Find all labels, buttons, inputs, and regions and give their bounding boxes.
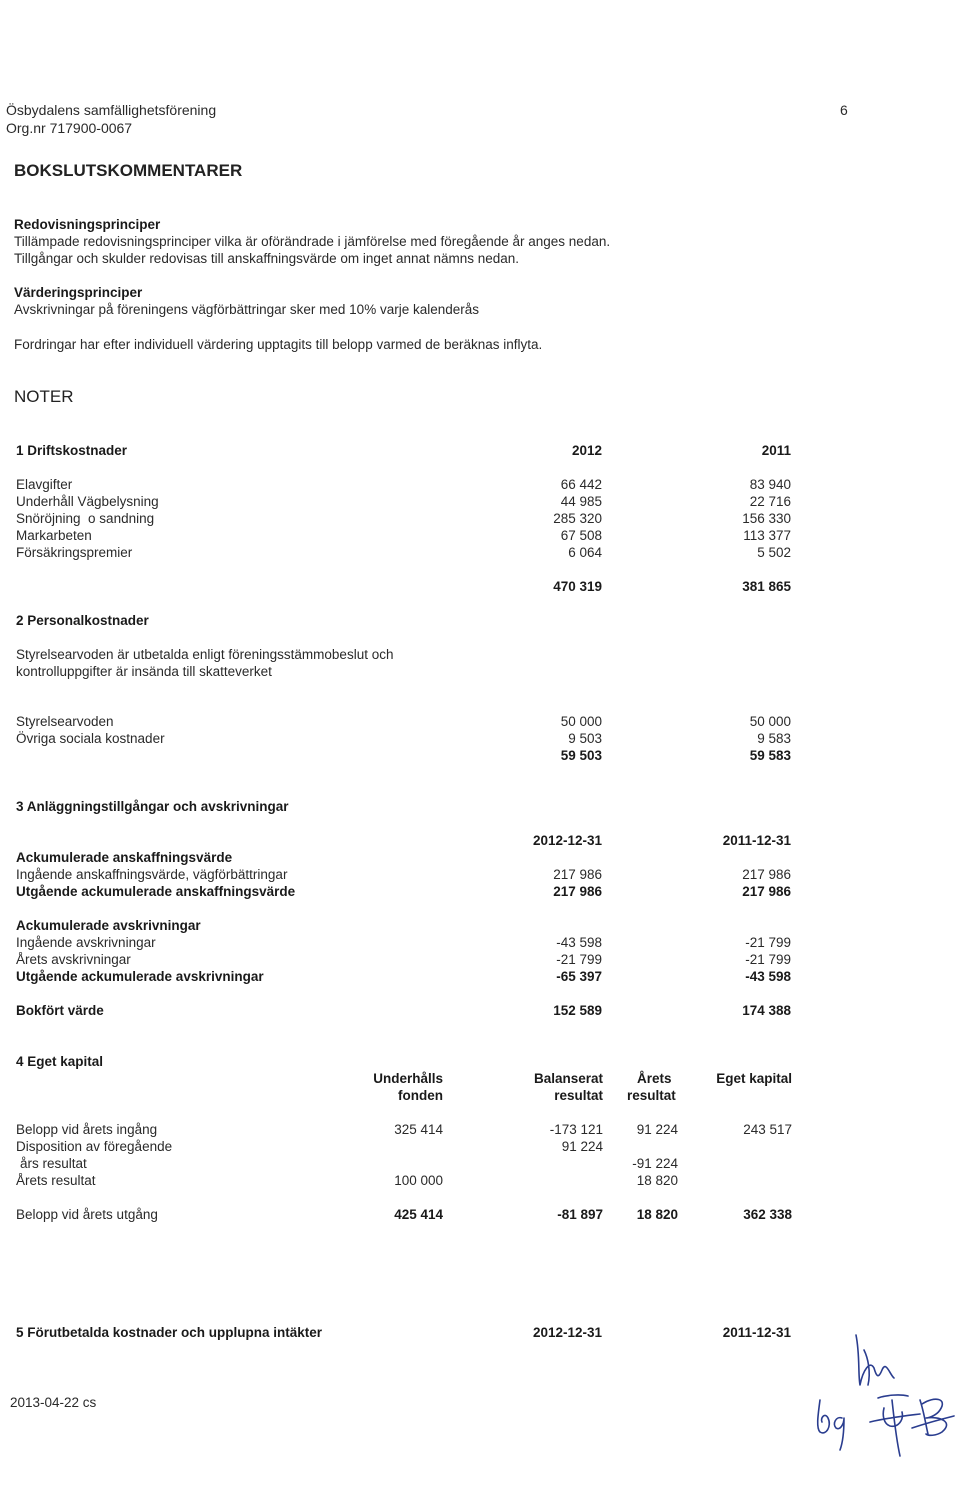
note4-col-balanserat-line1: Balanserat: [533, 1071, 603, 1086]
note3-ack-ansk-heading: Ackumulerade anskaffningsvärde: [16, 850, 233, 865]
note3-arets-avskr-2011: -21 799: [745, 952, 791, 967]
note1-total-2012: 470 319: [553, 579, 602, 594]
note1-row-label: Elavgifter: [16, 477, 73, 492]
note5-heading: 5 Förutbetalda kostnader och upplupna intäkter: [16, 1325, 323, 1340]
noter-title: NOTER: [14, 387, 74, 406]
note2-text1: Styrelsearvoden är utbetalda enligt föreningsstämmobeslut och: [16, 647, 394, 662]
footer-date-initials: 2013-04-22 cs: [10, 1395, 97, 1410]
redovisning-heading: Redovisningsprinciper: [14, 217, 161, 232]
note1-row-value-2011: 5 502: [757, 545, 791, 560]
note4-utgang-label: Belopp vid årets utgång: [16, 1207, 158, 1222]
note3-utgaende-ansk-2012: 217 986: [553, 884, 602, 899]
note1-row-value-2011: 156 330: [742, 511, 791, 526]
vardering-heading: Värderingsprinciper: [14, 285, 143, 300]
note2-row-value-2012: 50 000: [560, 714, 602, 729]
note4-ingang-arets: 91 224: [636, 1122, 678, 1137]
note4-arets-label: Årets resultat: [16, 1173, 96, 1188]
note4-ingang-eget: 243 517: [743, 1122, 792, 1137]
vardering-line1: Avskrivningar på föreningens vägförbättringar sker med 10% varje kalenderås: [14, 302, 479, 317]
note1-heading: 1 Driftskostnader: [16, 443, 128, 458]
handwritten-signatures: [808, 1330, 958, 1460]
note4-col-balanserat-line2: resultat: [554, 1088, 603, 1103]
note2-row-label: Övriga sociala kostnader: [16, 731, 165, 746]
note4-arets-underhall: 100 000: [394, 1173, 443, 1188]
note2-heading: 2 Personalkostnader: [16, 613, 149, 628]
note4-ingang-balanserat: -173 121: [549, 1122, 603, 1137]
note4-heading: 4 Eget kapital: [16, 1054, 104, 1069]
vardering-line2: Fordringar har efter individuell värdering upptagits till belopp varmed de beräknas inflyta.: [14, 337, 543, 352]
note4-col-arets-line2: resultat: [627, 1088, 676, 1103]
note3-arets-avskr-2012: -21 799: [556, 952, 602, 967]
note3-bokfort-2012: 152 589: [553, 1003, 602, 1018]
note5-col-2011: 2011-12-31: [722, 1325, 791, 1340]
note2-row-value-2011: 9 583: [757, 731, 791, 746]
note3-utgaende-avskr-label: Utgående ackumulerade avskrivningar: [16, 969, 264, 984]
note1-row-label: Försäkringspremier: [16, 545, 133, 560]
note4-disposition-label1: Disposition av föregående: [16, 1139, 173, 1154]
note4-utgang-eget: 362 338: [743, 1207, 792, 1222]
note1-col-2012: 2012: [571, 443, 602, 458]
note3-ingaende-ansk-2011: 217 986: [742, 867, 791, 882]
note3-col-2011: 2011-12-31: [722, 833, 791, 848]
note1-col-2011: 2011: [761, 443, 791, 458]
note1-row-label: Markarbeten: [16, 528, 92, 543]
note2-row-value-2012: 9 503: [568, 731, 602, 746]
note3-ingaende-avskr-2011: -21 799: [745, 935, 791, 950]
note3-ingaende-avskr-label: Ingående avskrivningar: [16, 935, 156, 950]
note1-row-label: Snöröjning o sandning: [16, 511, 155, 526]
note2-total-2012: 59 503: [560, 748, 602, 763]
note3-ingaende-ansk-2012: 217 986: [553, 867, 602, 882]
note1-row-value-2011: 83 940: [749, 477, 791, 492]
redovisning-line2: Tillgångar och skulder redovisas till anskaffningsvärde om inget annat nämns nedan.: [14, 251, 520, 266]
note3-bokfort-2011: 174 388: [742, 1003, 791, 1018]
note4-col-eget-kapital: Eget kapital: [716, 1071, 792, 1086]
note1-row-value-2011: 22 716: [749, 494, 791, 509]
page-title: BOKSLUTSKOMMENTARER: [14, 161, 243, 180]
note3-col-2012: 2012-12-31: [532, 833, 602, 848]
note2-row-value-2011: 50 000: [749, 714, 791, 729]
note3-bokfort-label: Bokfört värde: [16, 1003, 104, 1018]
note4-col-underhall-line1: Underhålls: [373, 1071, 443, 1086]
note3-utgaende-avskr-2011: -43 598: [745, 969, 791, 984]
note3-utgaende-avskr-2012: -65 397: [556, 969, 602, 984]
note4-disposition-label2: års resultat: [20, 1156, 87, 1171]
note1-row-value-2012: 66 442: [560, 477, 602, 492]
note4-disposition-balanserat: 91 224: [561, 1139, 603, 1154]
note3-utgaende-ansk-label: Utgående ackumulerade anskaffningsvärde: [16, 884, 296, 899]
note1-row-label: Underhåll Vägbelysning: [16, 494, 159, 509]
page-number: 6: [840, 102, 848, 118]
redovisning-line1: Tillämpade redovisningsprinciper vilka är oförändrade i jämförelse med föregående år anges nedan.: [14, 234, 611, 249]
note1-row-value-2012: 6 064: [568, 545, 602, 560]
note3-utgaende-ansk-2011: 217 986: [742, 884, 791, 899]
note2-text2: kontrolluppgifter är insända till skatteverket: [16, 664, 272, 679]
note3-arets-avskr-label: Årets avskrivningar: [16, 952, 131, 967]
note4-ingang-label: Belopp vid årets ingång: [16, 1122, 158, 1137]
note4-utgang-arets: 18 820: [636, 1207, 678, 1222]
note4-utgang-balanserat: -81 897: [557, 1207, 603, 1222]
note4-col-arets-line1: Årets: [637, 1071, 672, 1086]
note1-total-2011: 381 865: [742, 579, 791, 594]
note4-disposition-arets: -91 224: [632, 1156, 678, 1171]
note3-ingaende-ansk-label: Ingående anskaffningsvärde, vägförbättringar: [16, 867, 288, 882]
note4-arets-arets: 18 820: [636, 1173, 678, 1188]
note2-row-label: Styrelsearvoden: [16, 714, 114, 729]
note4-utgang-underhall: 425 414: [394, 1207, 443, 1222]
note3-ingaende-avskr-2012: -43 598: [556, 935, 602, 950]
note3-ack-avskr-heading: Ackumulerade avskrivningar: [16, 918, 201, 933]
note3-heading: 3 Anläggningstillgångar och avskrivningar: [16, 799, 289, 814]
org-number: Org.nr 717900-0067: [6, 120, 133, 136]
note1-row-value-2012: 285 320: [553, 511, 602, 526]
note1-row-value-2012: 67 508: [560, 528, 602, 543]
note2-total-2011: 59 583: [749, 748, 791, 763]
note4-col-underhall-line2: fonden: [398, 1088, 443, 1103]
note1-row-value-2012: 44 985: [560, 494, 602, 509]
note1-row-value-2011: 113 377: [743, 528, 791, 543]
note5-col-2012: 2012-12-31: [532, 1325, 602, 1340]
org-name: Ösbydalens samfällighetsförening: [6, 102, 217, 118]
note4-ingang-underhall: 325 414: [394, 1122, 443, 1137]
